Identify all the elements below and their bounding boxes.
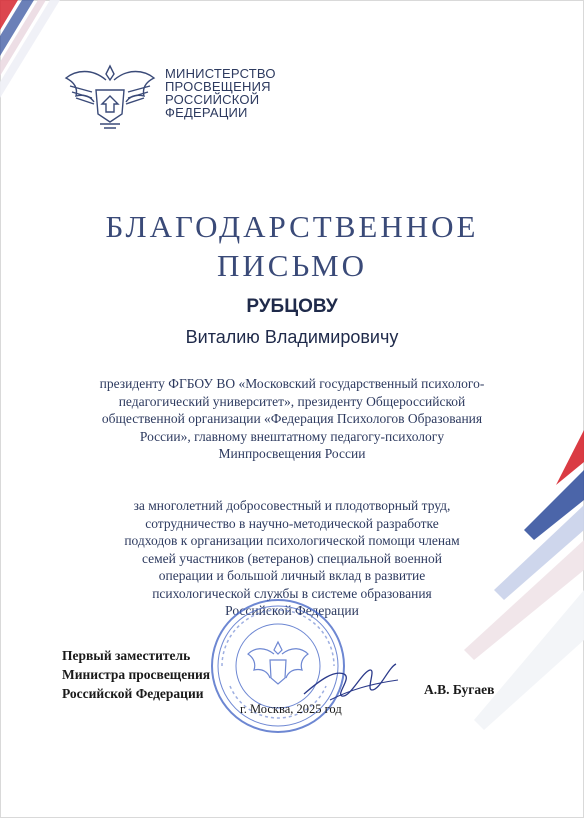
ministry-line: РОССИЙСКОЙ bbox=[165, 92, 260, 107]
merit-line: за многолетний добросовестный и плодотворный труд, bbox=[133, 498, 451, 513]
place-date: г. Москва, 2025 год bbox=[240, 702, 342, 716]
ministry-line: МИНИСТЕРСТВО bbox=[165, 66, 276, 81]
merit-line: подходов к организации психологической помощи членам bbox=[124, 533, 460, 548]
description-line: президенту ФГБОУ ВО «Московский государственный психолого- bbox=[99, 376, 485, 391]
signer-line: Первый заместитель bbox=[62, 648, 191, 663]
description-line: общественной организации «Федерация Психологов Образования bbox=[101, 411, 483, 426]
signature-icon bbox=[300, 650, 400, 710]
merit-line: сотрудничество в научно-методической разработке bbox=[145, 515, 439, 531]
ministry-emblem-icon bbox=[62, 56, 158, 136]
description-line: России», главному внештатному педагогу-психологу bbox=[139, 428, 445, 444]
signer-line: Российской Федерации bbox=[62, 686, 204, 701]
description-line: педагогический университет», президенту Общероссийской bbox=[118, 393, 466, 409]
merit-line: семей участников (ветеранов) специальной военной bbox=[141, 550, 442, 566]
recipient-given-name: Виталию Владимировичу bbox=[185, 327, 399, 347]
merit-line: психологической службы в системе образования bbox=[152, 585, 432, 601]
ministry-line: ФЕДЕРАЦИИ bbox=[165, 105, 248, 120]
signer-line: Министра просвещения bbox=[62, 667, 211, 682]
ministry-line: ПРОСВЕЩЕНИЯ bbox=[165, 79, 271, 94]
ministry-name bbox=[165, 67, 276, 119]
description-line: Минпросвещения России bbox=[218, 446, 366, 461]
signer-name: А.В. Бугаев bbox=[424, 682, 495, 697]
signer-position bbox=[62, 646, 210, 703]
recipient-description bbox=[60, 375, 524, 463]
merit-line: Российской Федерации bbox=[225, 603, 359, 618]
letter-title-line2: ПИСЬМО bbox=[217, 248, 367, 283]
merit-line: операции и большой личный вклад в развитие bbox=[158, 568, 426, 583]
letter-title-line1: БЛАГОДАРСТВЕННОЕ bbox=[105, 209, 479, 244]
recipient-surname: РУБЦОВУ bbox=[246, 296, 338, 317]
